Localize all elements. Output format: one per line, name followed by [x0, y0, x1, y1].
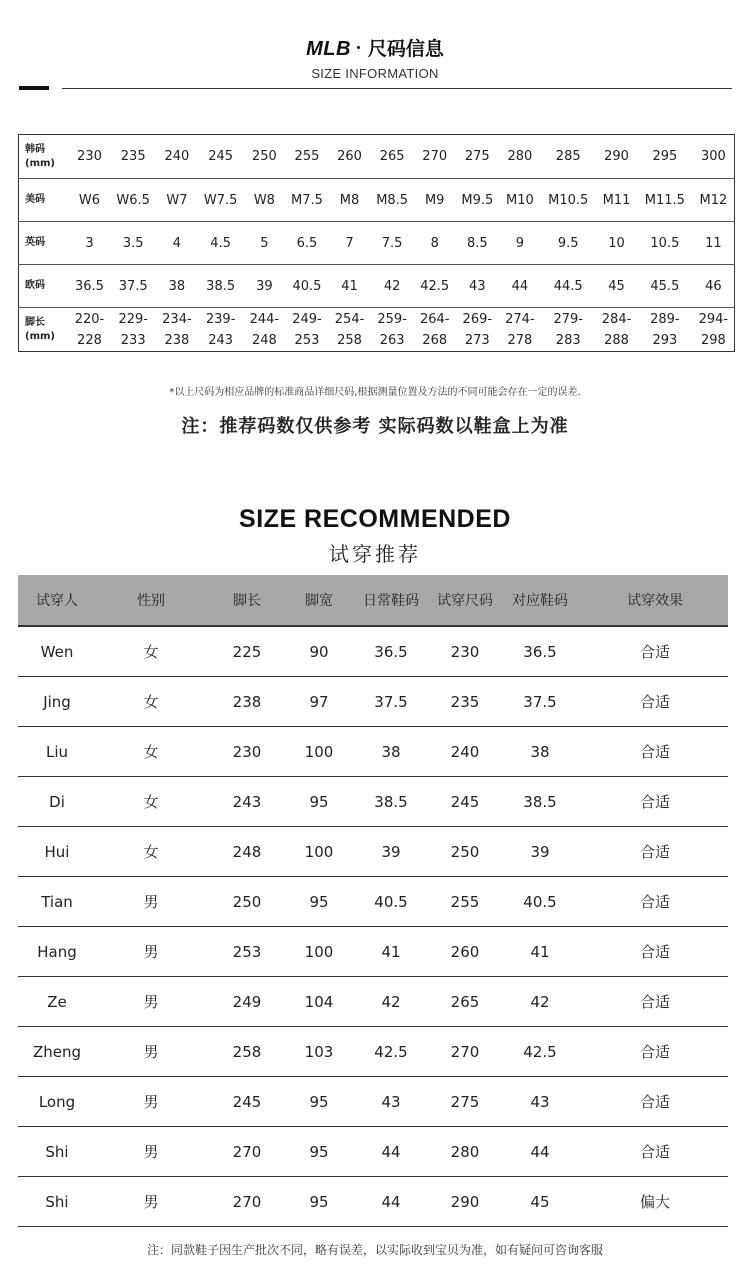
size-cell: [285, 308, 329, 352]
size-cell: [693, 308, 735, 352]
range-start: 279-: [553, 311, 583, 327]
table-cell: 248: [232, 842, 262, 861]
table-cell: 270: [450, 1042, 480, 1061]
page-title: 尺码信息: [367, 38, 444, 60]
size-cell: W7: [156, 179, 197, 222]
size-cell: [370, 308, 414, 352]
table-cell: Shi: [45, 1192, 69, 1211]
size-cell: W8: [244, 179, 285, 222]
table-cell: 44: [530, 1142, 550, 1161]
table-cell: 37.5: [523, 692, 557, 711]
table-cell: 95: [309, 1142, 329, 1161]
table-cell: 43: [381, 1092, 401, 1111]
table-cell: Hang: [37, 942, 77, 961]
table-cell: Long: [38, 1092, 76, 1111]
table-row: [19, 308, 735, 352]
table-cell: 42.5: [374, 1042, 408, 1061]
table-cell: 合适: [639, 993, 670, 1011]
size-cell: [197, 308, 244, 352]
size-cell: 235: [120, 149, 146, 164]
size-cell: 45.5: [637, 265, 693, 308]
size-cell: 295: [652, 149, 678, 164]
size-cell: 260: [337, 149, 362, 164]
table-cell: 男: [143, 1093, 159, 1111]
table-cell: 265: [450, 992, 480, 1011]
range-end: 238: [164, 332, 190, 348]
size-cell: 11: [693, 222, 735, 265]
size-cell: 255: [294, 149, 320, 164]
size-cell: 40.5: [285, 265, 329, 308]
table-cell: Wen: [40, 642, 74, 661]
table-cell: 39: [381, 842, 401, 861]
table-cell: 260: [450, 942, 480, 961]
table-cell: 250: [232, 892, 262, 911]
table-cell: Jing: [43, 692, 71, 711]
table-cell: 合适: [639, 1093, 670, 1111]
size-cell: M12: [693, 179, 735, 222]
row-label-text: 脚长: [25, 316, 45, 328]
table-cell: 40.5: [374, 892, 408, 911]
table-row: [18, 777, 728, 827]
table-row: [18, 827, 728, 877]
table-cell: 男: [143, 1193, 159, 1211]
size-cell: 8.5: [455, 222, 499, 265]
range-end: 288: [604, 332, 629, 348]
size-cell: 39: [244, 265, 285, 308]
table-cell: 女: [143, 793, 159, 811]
table-cell: 238: [232, 692, 262, 711]
table-row: [18, 877, 728, 927]
table-row: [18, 677, 728, 727]
page-subtitle: SIZE INFORMATION: [311, 66, 439, 81]
table-row: [18, 927, 728, 977]
table-cell: Shi: [45, 1142, 69, 1161]
size-cell: M9.5: [455, 179, 499, 222]
size-cell: 9.5: [540, 222, 596, 265]
table-cell: Hui: [44, 842, 70, 861]
table-cell: 男: [143, 893, 159, 911]
size-cell: M8: [329, 179, 370, 222]
table-cell: 100: [304, 842, 334, 861]
table-cell: 偏大: [639, 1193, 670, 1211]
size-cell: 4: [156, 222, 197, 265]
table-row: [18, 1127, 728, 1177]
range-start: 264-: [419, 311, 450, 327]
column-header: 对应鞋码: [512, 593, 568, 609]
table-cell: 235: [450, 692, 480, 711]
table-cell: 245: [232, 1092, 262, 1111]
footer-note: 注：同款鞋子因生产批次不同，略有误差，以实际收到宝贝为准，如有疑问可咨询客服: [146, 1243, 603, 1257]
size-cell: 7.5: [370, 222, 414, 265]
table-cell: 95: [309, 892, 329, 911]
table-cell: 男: [143, 1143, 159, 1161]
table-cell: 240: [450, 742, 480, 761]
size-cell: [244, 308, 285, 352]
range-start: 249-: [292, 311, 322, 327]
size-cell: W6.5: [110, 179, 157, 222]
table-cell: 42: [530, 992, 550, 1011]
size-cell: 285: [555, 149, 581, 164]
size-cell: 3.5: [110, 222, 157, 265]
size-cell: 10.5: [637, 222, 693, 265]
table-cell: 225: [232, 642, 262, 661]
table-cell: 270: [232, 1142, 262, 1161]
table-cell: 男: [143, 1043, 159, 1061]
size-cell: 38.5: [197, 265, 244, 308]
size-cell: [414, 308, 455, 352]
table-cell: 258: [232, 1042, 262, 1061]
size-cell: [540, 308, 596, 352]
table-cell: 男: [143, 993, 159, 1011]
table-cell: Di: [49, 792, 65, 811]
table-cell: 243: [232, 792, 262, 811]
table-row: [19, 265, 735, 308]
column-header: 脚长: [233, 593, 261, 609]
size-cell: 10: [596, 222, 637, 265]
row-label-text: 韩码: [25, 143, 45, 155]
row-label-unit: (mm): [25, 330, 55, 342]
size-cell: M11.5: [637, 179, 693, 222]
size-cell: 250: [251, 149, 277, 164]
size-cell: 6.5: [285, 222, 329, 265]
size-cell: 245: [208, 149, 234, 164]
table-cell: 250: [450, 842, 480, 861]
range-start: 234-: [162, 311, 192, 327]
size-cell: 270: [422, 149, 448, 164]
section-title: SIZE RECOMMENDED: [239, 505, 511, 533]
table-row: [18, 727, 728, 777]
size-cell: 5: [244, 222, 285, 265]
range-start: 294-: [698, 311, 729, 327]
header-divider: [62, 88, 732, 89]
range-start: 284-: [601, 311, 632, 327]
size-cell: 240: [164, 149, 190, 164]
table-cell: 40.5: [523, 892, 557, 911]
table-row: [18, 1027, 728, 1077]
size-cell: 37.5: [110, 265, 157, 308]
range-end: 268: [422, 332, 448, 348]
table-cell: 45: [530, 1192, 550, 1211]
size-cell: [637, 308, 693, 352]
range-end: 248: [251, 332, 277, 348]
table-cell: 270: [232, 1192, 262, 1211]
table-cell: Liu: [45, 742, 69, 761]
size-cell: 38: [156, 265, 197, 308]
table-cell: 41: [530, 942, 550, 961]
range-end: 298: [700, 332, 726, 348]
table-cell: Ze: [47, 992, 67, 1011]
size-cell: M9: [414, 179, 455, 222]
size-cell: 290: [604, 149, 629, 164]
size-cell: 36.5: [69, 265, 110, 308]
size-cell: 44: [499, 265, 540, 308]
row-label: [19, 308, 70, 352]
size-cell: [596, 308, 637, 352]
table-cell: 合适: [639, 1143, 670, 1161]
range-end: 278: [507, 332, 533, 348]
range-end: 263: [379, 332, 405, 348]
size-cell: M8.5: [370, 179, 414, 222]
table-row: [19, 179, 735, 222]
table-cell: 36.5: [374, 642, 408, 661]
table-cell: 43: [530, 1092, 550, 1111]
range-end: 253: [294, 332, 320, 348]
size-cell: 43: [455, 265, 499, 308]
size-cell: [329, 308, 370, 352]
size-cell: 275: [464, 149, 490, 164]
table-cell: 253: [232, 942, 262, 961]
size-disclaimer: *以上尺码为相应品牌的标准商品详细尺码,根据测量位置及方法的不同可能会存在一定的误差.: [169, 387, 581, 398]
brand-logo: MLB: [306, 38, 351, 60]
recommend-table-header: [18, 575, 728, 627]
size-conversion-table: [18, 134, 735, 352]
range-end: 293: [652, 332, 678, 348]
table-cell: 女: [143, 843, 159, 861]
table-cell: 42.5: [523, 1042, 557, 1061]
size-cell: 265: [379, 149, 405, 164]
table-cell: 95: [309, 1192, 329, 1211]
size-cell: 42.5: [414, 265, 455, 308]
table-row: [18, 627, 728, 677]
column-header: 试穿尺码: [437, 593, 493, 609]
table-cell: 230: [450, 642, 480, 661]
table-cell: 合适: [639, 693, 670, 711]
table-cell: 男: [143, 943, 159, 961]
table-cell: 280: [450, 1142, 480, 1161]
row-label: 欧码: [19, 265, 70, 308]
table-row: [18, 1177, 728, 1227]
table-cell: 100: [304, 742, 334, 761]
size-cell: 300: [700, 149, 726, 164]
size-cell: [110, 308, 157, 352]
size-cell: [69, 308, 110, 352]
size-cell: 9: [499, 222, 540, 265]
table-cell: 37.5: [374, 692, 408, 711]
table-cell: 44: [381, 1192, 401, 1211]
table-cell: 38: [530, 742, 550, 761]
table-cell: 合适: [639, 893, 670, 911]
table-row: [18, 1077, 728, 1127]
table-cell: 38.5: [374, 792, 408, 811]
table-cell: Zheng: [32, 1042, 82, 1061]
size-cell: 3: [69, 222, 110, 265]
table-cell: 255: [450, 892, 480, 911]
column-header: 脚宽: [305, 593, 333, 609]
size-cell: M10: [499, 179, 540, 222]
table-cell: 41: [381, 942, 401, 961]
column-header: 性别: [137, 593, 165, 609]
range-end: 273: [464, 332, 490, 348]
header-accent-bar: [19, 86, 49, 90]
size-cell: 41: [329, 265, 370, 308]
table-cell: 97: [309, 692, 329, 711]
table-cell: 103: [304, 1042, 334, 1061]
size-cell: 45: [596, 265, 637, 308]
table-cell: 合适: [639, 793, 670, 811]
size-cell: 44.5: [540, 265, 596, 308]
size-cell: [499, 308, 540, 352]
size-cell: 230: [77, 149, 102, 164]
table-cell: 合适: [639, 1043, 670, 1061]
table-cell: 245: [450, 792, 480, 811]
table-cell: 90: [309, 642, 329, 661]
size-cell: M7.5: [285, 179, 329, 222]
range-start: 259-: [377, 311, 407, 327]
row-label: 英码: [19, 222, 70, 265]
range-start: 274-: [505, 311, 535, 327]
table-row: [18, 977, 728, 1027]
table-cell: 275: [450, 1092, 480, 1111]
table-cell: 290: [450, 1192, 480, 1211]
range-start: 220-: [74, 311, 105, 327]
size-cell: W7.5: [197, 179, 244, 222]
table-cell: 104: [304, 992, 334, 1011]
range-start: 244-: [249, 311, 280, 327]
range-end: 258: [337, 332, 362, 348]
row-label: [19, 135, 70, 179]
size-cell: 46: [693, 265, 735, 308]
brand-separator-dot: [357, 46, 360, 49]
size-cell: 8: [414, 222, 455, 265]
table-cell: 38: [381, 742, 401, 761]
size-cell: M11: [596, 179, 637, 222]
row-label: 美码: [19, 179, 70, 222]
table-row: [19, 135, 735, 179]
range-end: 233: [120, 332, 146, 348]
table-cell: 38.5: [523, 792, 557, 811]
size-cell: W6: [69, 179, 110, 222]
size-cell: M10.5: [540, 179, 596, 222]
table-cell: 合适: [639, 843, 670, 861]
column-header: 日常鞋码: [363, 593, 419, 609]
table-cell: 女: [143, 743, 159, 761]
table-cell: 合适: [639, 743, 670, 761]
range-end: 283: [555, 332, 581, 348]
table-cell: 42: [381, 992, 401, 1011]
table-cell: 95: [309, 792, 329, 811]
table-cell: 女: [143, 643, 159, 661]
table-cell: 95: [309, 1092, 329, 1111]
size-cell: 4.5: [197, 222, 244, 265]
size-cell: 7: [329, 222, 370, 265]
table-cell: 合适: [639, 943, 670, 961]
size-cell: 280: [507, 149, 533, 164]
size-cell: [156, 308, 197, 352]
table-cell: Tian: [41, 892, 73, 911]
table-cell: 249: [232, 992, 262, 1011]
table-cell: 44: [381, 1142, 401, 1161]
column-header: 试穿人: [36, 593, 78, 609]
table-row: [19, 222, 735, 265]
table-cell: 100: [304, 942, 334, 961]
range-start: 239-: [205, 311, 236, 327]
range-start: 289-: [650, 311, 680, 327]
table-cell: 合适: [639, 643, 670, 661]
table-cell: 230: [232, 742, 262, 761]
range-start: 254-: [334, 311, 365, 327]
range-start: 269-: [462, 311, 493, 327]
table-cell: 36.5: [523, 642, 557, 661]
section-subtitle: 试穿推荐: [329, 542, 421, 566]
size-cell: 42: [370, 265, 414, 308]
range-end: 243: [208, 332, 234, 348]
brand-header: [0, 34, 750, 61]
table-cell: 女: [143, 693, 159, 711]
table-cell: 39: [530, 842, 550, 861]
size-cell: [455, 308, 499, 352]
range-start: 229-: [118, 311, 148, 327]
column-header: 试穿效果: [627, 593, 683, 609]
range-end: 228: [77, 332, 102, 348]
reference-note: 注：推荐码数仅供参考 实际码数以鞋盒上为准: [181, 416, 569, 437]
row-label-unit: (mm): [25, 157, 55, 169]
